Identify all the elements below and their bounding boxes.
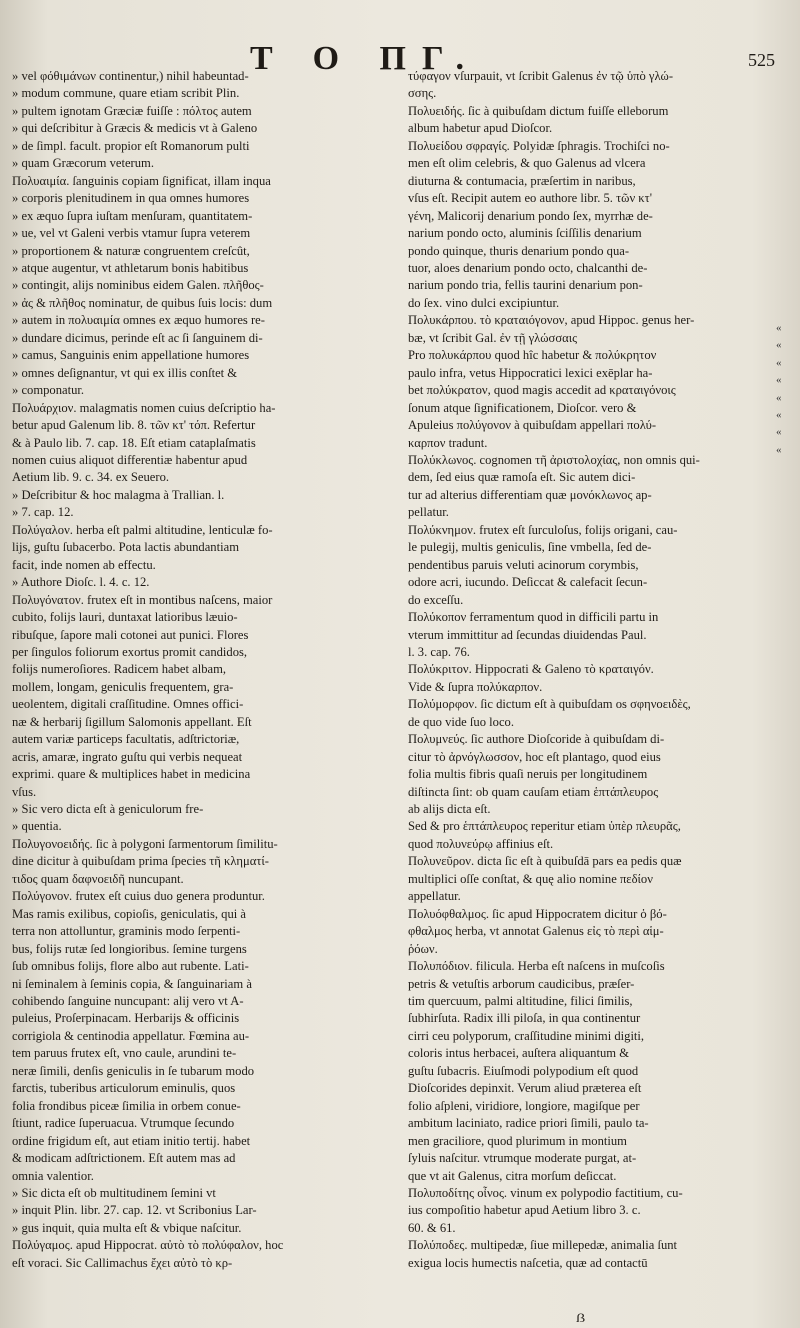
text-line: dine dicitur à quibuſdam prima ſpecies τῆ κληματί- xyxy=(12,854,269,869)
text-line: bet πολύκρατον, quod magis accedit ad κραταιγόνοις xyxy=(408,383,676,398)
text-line: diſtincta ſint: ob quam cauſam etiam ἑπτάπλευρος xyxy=(408,784,659,799)
text-line: terra non attolluntur, graminis modo ſerpenti- xyxy=(12,924,241,939)
text-line: tem paruus frutex eſt, vno caule, arundini te- xyxy=(12,1046,237,1061)
text-line: ſtiunt, radice ſuperuacua. Vtrumque ſecundo xyxy=(12,1116,235,1131)
text-line: folio aſpleni, viridiore, longiore, magiſque per xyxy=(408,1098,640,1113)
text-line: » Deſcribitur & hoc malagma à Trallian. l. xyxy=(12,487,225,502)
text-line: ni ſeminalem à ſeminis copia, & ſanguinariam à xyxy=(12,976,252,991)
text-line: σσης. xyxy=(408,86,437,101)
text-line: » camus, Sanguinis enim appellatione humores xyxy=(12,348,250,363)
text-line: » corporis plenitudinem in qua omnes humores xyxy=(12,191,250,206)
text-line: Πολυποδίτης οἶνος. vinum ex polypodio factitium, cu- xyxy=(408,1186,683,1200)
text-line: autem variæ particeps facultatis, adſtrictoriæ, xyxy=(12,732,240,747)
text-line: acris, amaræ, ingrato guſtu qui verbis nequeat xyxy=(12,749,243,764)
text-line: » proportionem & naturæ congruentem creſcût, xyxy=(12,243,250,258)
margin-mark: « xyxy=(776,339,782,352)
text-line: » de ſimpl. facult. propior eſt Romanorum pulti xyxy=(12,138,250,153)
text-line: » ἀς & πλῆθος nominatur, de quibus ſuis locis: dum xyxy=(12,295,273,310)
text-line: » gus inquit, quia multa eſt & vbique naſcitur. xyxy=(12,1220,242,1235)
text-line: » Sic vero dicta eſt à geniculorum fre- xyxy=(12,802,204,817)
signature-mark: ẞ xyxy=(576,1310,586,1325)
text-line: cubito, folijs lauri, duntaxat latioribus læuio- xyxy=(12,610,238,625)
text-line: Dioſcorides depinxit. Verum aliud præterea eſt xyxy=(408,1081,642,1096)
text-line: eſt voraci. Sic Callimachus ἔχει αὐτὸ τὸ κρ- xyxy=(12,1255,233,1270)
text-line: næ & herbarij ſigillum Salomonis appellant. Eſt xyxy=(12,714,252,729)
text-line: tur ad alterius differentiam quæ μονόκλωνος ap- xyxy=(408,487,652,502)
running-title: T O ΠΓ. xyxy=(250,40,480,77)
text-line: Πολύκλωνος. cognomen τῆ ἀριστολοχίας, non omnis qui- xyxy=(408,452,700,467)
text-line: Πολύγαλον. herba eſt palmi altitudine, lenticulæ fo- xyxy=(12,522,273,537)
text-line: Sed & pro ἑπτάπλευρος reperitur etiam ὑπὲρ πλευρᾶς, xyxy=(408,819,681,834)
text-line: ab alijs dicta eſt. xyxy=(408,802,491,817)
text-line: & à Paulo lib. 7. cap. 18. Eſt etiam cataplaſmatis xyxy=(12,435,256,450)
text-line: narium pondo tria, fellis taurini denarium pon- xyxy=(408,278,643,293)
text-line: corrigiola & centinodia appellatur. Fœmina au- xyxy=(12,1028,250,1043)
margin-mark: « xyxy=(776,426,782,439)
margin-mark: « xyxy=(776,356,782,369)
text-line: pellatur. xyxy=(408,505,449,520)
margin-mark: « xyxy=(776,391,782,404)
text-line: Πολυάρχιον. malagmatis nomen cuius deſcriptio ha- xyxy=(12,400,276,415)
margin-mark: « xyxy=(776,322,782,334)
text-line: Πολύκοπον ferramentum quod in difficili partu in xyxy=(408,610,659,625)
text-line: facit, inde nomen ab effectu. xyxy=(12,557,156,572)
right-column xyxy=(408,68,774,1272)
text-line: betur apud Galenum lib. 8. τῶν κτ' τόπ. Refertur xyxy=(12,418,256,433)
text-line: folijs numeroſiores. Radicem habet albam, xyxy=(12,662,227,677)
text-line: dem, ſed eius quæ ramoſa eſt. Sic autem dici- xyxy=(408,470,636,485)
text-line: folia frondibus piceæ ſimilia in orbem conue- xyxy=(12,1098,241,1113)
text-line: » dundare dicimus, perinde eſt ac ſi ſanguinem di- xyxy=(12,330,263,345)
text-line: paulo infra, vetus Hippocratici lexici exēplar ha- xyxy=(408,365,653,380)
text-line: Πολύκριτον. Hippocrati & Galeno τὸ κραταιγόν. xyxy=(408,662,654,677)
text-line: cirri ceu polyporum, craſſitudine minimi digiti, xyxy=(408,1028,645,1043)
text-line: γένη, Malicorij denarium pondo ſex, myrrhæ de- xyxy=(408,208,653,223)
text-line: » vel φόθιμάνων continentur,) nihil habeuntad- xyxy=(12,69,249,83)
text-line: » componatur. xyxy=(12,383,85,398)
text-line: ſub omnibus folijs, flore albo aut rubente. Lati- xyxy=(12,959,249,974)
text-line: Πολυπόδιον. filicula. Herba eſt naſcens in muſcoſis xyxy=(408,959,665,974)
text-line: vſus eſt. Recipit autem eo authore libr. 5. τῶν κτ' xyxy=(408,191,652,206)
page-number: 525 xyxy=(748,50,775,70)
text-line: τιδος quam δαφνοειδῆ nuncupant. xyxy=(12,871,184,886)
text-line: ſubhirſuta. Radix illi piloſa, in qua continentur xyxy=(408,1011,641,1026)
text-line: » 7. cap. 12. xyxy=(12,505,74,520)
text-line: diuturna & contumacia, præſertim in naribus, xyxy=(408,173,636,188)
text-line: puleius, Proſerpinacam. Herbarijs & officinis xyxy=(12,1011,240,1026)
text-line: de quo vide ſuo loco. xyxy=(408,714,514,729)
text-line: » modum commune, quare etiam scribit Plin. xyxy=(12,86,240,101)
text-line: omnia valentior. xyxy=(12,1168,94,1183)
text-line: le pulegij, multis geniculis, ſine vmbella, ſed de- xyxy=(408,540,652,555)
text-line: Πολυόφθαλμος. ſic apud Hippocratem dicitur ὁ βό- xyxy=(408,906,667,921)
text-line: » quentia. xyxy=(12,819,62,834)
text-line: Πολυνεῦρον. dicta ſic eſt à quibuſdā pars ea pedis quæ xyxy=(408,854,682,869)
text-line: vſus. xyxy=(12,784,37,799)
text-line: Πολύκνημον. frutex eſt ſurculoſus, folijs origani, cau- xyxy=(408,522,678,537)
text-line: φθαλμος herba, vt annotat Galenus εἰς τὸ περὶ αἱμ- xyxy=(408,924,664,939)
text-line: album habetur apud Dioſcor. xyxy=(408,121,553,136)
text-line: Πολύγαμος. apud Hippocrat. αὐτὸ τὸ πολύφαλον, hoc xyxy=(12,1238,284,1253)
text-line: » ex æquo ſupra iuſtam menſuram, quantitatem- xyxy=(12,208,253,223)
left-column xyxy=(12,68,394,1272)
text-line: Πολύμορφον. ſic dictum eſt à quibuſdam os σφηνοειδὲς, xyxy=(408,697,691,712)
text-line: mollem, longam, geniculis frequentem, gra- xyxy=(12,679,234,694)
text-line: & modicam adſtrictionem. Eſt autem mas ad xyxy=(12,1151,236,1166)
text-line: exigua locis humectis naſcetia, quæ ad contactū xyxy=(408,1255,648,1270)
text-line: petris & vetuſtis arborum caudicibus, præſer- xyxy=(408,976,635,991)
text-line: folia multis fibris quaſi neruis per longitudinem xyxy=(408,767,648,782)
text-line: Mas ramis exilibus, copioſis, geniculatis, qui à xyxy=(12,906,246,921)
text-line: » ue, vel vt Galeni verbis vtamur ſupra veterem xyxy=(12,226,251,241)
text-line: » inquit Plin. libr. 27. cap. 12. vt Scribonius Lar- xyxy=(12,1203,257,1218)
text-line: » omnes deſignantur, vt qui ex illis conſtet & xyxy=(12,365,238,380)
text-line: ſyluis naſcitur. vtrumque moderate purgat, at- xyxy=(408,1151,637,1166)
text-line: » quam Græcorum veterum. xyxy=(12,156,154,171)
text-line: καρπον tradunt. xyxy=(408,435,488,450)
text-line: do exceſſu. xyxy=(408,592,464,607)
text-line: » pultem ignotam Græciæ fuiſſe : πόλτος autem xyxy=(12,103,252,118)
text-line: do ſex. vino dulci excipiuntur. xyxy=(408,295,560,310)
text-line: τύφαγον vſurpauit, vt ſcribit Galenus ἐν τῷ ὑπὸ γλώ- xyxy=(408,69,674,83)
text-line: farctis, tuberibus articulorum eminulis, quos xyxy=(12,1081,236,1096)
text-line: Πολυγονοειδής. ſic à polygoni ſarmentorum ſimilitu- xyxy=(12,836,278,851)
text-line: ambitum laciniato, radice priori ſimili, paulo ta- xyxy=(408,1116,649,1131)
text-line: odore acri, iucundo. Deſiccat & calefacit ſecun- xyxy=(408,575,648,590)
text-line: » contingit, alijs nominibus eidem Galen. πλῆθος- xyxy=(12,278,264,293)
text-line: bæ, vt ſcribit Gal. ἐν τῇ γλώσσαις xyxy=(408,330,578,345)
text-line: Πολυαιμία. ſanguinis copiam ſignificat, illam inqua xyxy=(12,173,271,188)
text-line: guſtu ſubacris. Eiuſmodi polypodium eſt quod xyxy=(408,1063,639,1078)
text-line: Πολύγονον. frutex eſt cuius duo genera produntur. xyxy=(12,889,265,904)
text-line: ius compoſitio habetur apud Aetium libro 3. c. xyxy=(408,1203,641,1218)
text-line: » autem in πολυαιμία omnes ex æquo humores re- xyxy=(12,313,265,328)
text-line: neræ ſimili, denſis geniculis in ſe tubarum modo xyxy=(12,1063,255,1078)
text-line: lijs, guſtu ſubacerbo. Pota lactis abundantiam xyxy=(12,540,239,555)
text-line: pendentibus paruis veluti acinorum corymbis, xyxy=(408,557,639,572)
margin-marks xyxy=(776,320,798,459)
text-line: Πολύποδες. multipedæ, ſiue millepedæ, animalia ſunt xyxy=(408,1238,678,1253)
text-line: bus, folijs rutæ ſed longioribus. ſemine turgens xyxy=(12,941,247,956)
text-line: Aetium lib. 9. c. 34. ex Seuero. xyxy=(12,470,170,485)
text-line: ordine frigidum eſt, aut etiam initio tertij. habet xyxy=(12,1133,251,1148)
text-line: quod πολυνεύρῳ affinius eſt. xyxy=(408,836,554,851)
text-line: multiplici oſſe conſtat, & quę alio nomine πεδίον xyxy=(408,871,653,886)
margin-mark: « xyxy=(776,443,782,456)
text-line: l. 3. cap. 76. xyxy=(408,644,470,659)
text-line: men graciliore, quod plurimum in montium xyxy=(408,1133,627,1148)
text-line: Πολυγόνατον. frutex eſt in montibus naſcens, maior xyxy=(12,592,273,607)
text-line: ribuſque, ſapore mali cotonei aut punici. Flores xyxy=(12,627,249,642)
text-line: 60. & 61. xyxy=(408,1220,456,1235)
text-line: Apuleius πολύγονον à quibuſdam appellari πολύ- xyxy=(408,418,657,433)
text-line: tuor, aloes denarium pondo octo, chalcanthi de- xyxy=(408,260,648,275)
text-line: coloris intus herbacei, auſtera aliquantum & xyxy=(408,1046,630,1061)
text-line: Πολυείδου σφραγίς. Polyidæ ſphragis. Trochiſci no- xyxy=(408,138,670,153)
text-line: ueolentem, digitali craſſitudine. Omnes offici- xyxy=(12,697,244,712)
text-line: » Authore Dioſc. l. 4. c. 12. xyxy=(12,575,150,590)
text-line: » Sic dicta eſt ob multitudinem ſemini vt xyxy=(12,1186,216,1200)
text-line: cohibendo ſanguine nuncupant: alij vero vt A- xyxy=(12,994,244,1009)
text-line: ſonum atque ſignificationem, Dioſcor. vero & xyxy=(408,400,637,415)
text-line: que vt ait Galenus, citra morſum deſiccat. xyxy=(408,1168,617,1183)
text-line: Πολυειδής. ſic à quibuſdam dictum fuiſſe elleborum xyxy=(408,103,669,118)
text-line: » atque augentur, vt athletarum bonis habitibus xyxy=(12,260,249,275)
text-line: pondo quinque, thuris denarium pondo qua- xyxy=(408,243,630,258)
text-line: per ſingulos foliorum exortus promit candidos, xyxy=(12,644,248,659)
text-line: tim quercuum, palmi altitudine, filici ſimilis, xyxy=(408,994,633,1009)
text-line: ῥόων. xyxy=(408,941,438,956)
text-line: nomen cuius aliquot differentiæ habentur apud xyxy=(12,452,248,467)
margin-mark: « xyxy=(776,374,782,387)
text-line: Πολυμνεύς. ſic authore Dioſcoride à quibuſdam di- xyxy=(408,732,665,747)
text-line: narium pondo octo, aluminis ſciſſilis denarium xyxy=(408,226,642,241)
text-line: Πολυκάρπου. τὸ κραταιόγονον, apud Hippoc. genus her- xyxy=(408,313,695,328)
text-line: exprimi. quare & multiplices habet in medicina xyxy=(12,767,251,782)
text-line: » qui deſcribitur à Græcis & medicis vt à Galeno xyxy=(12,121,258,136)
text-line: vterum immittitur ad ſecundas diuidendas Paul. xyxy=(408,627,647,642)
margin-mark: « xyxy=(776,409,782,422)
text-line: Vide & ſupra πολύκαρπον. xyxy=(408,679,543,694)
text-line: men eſt olim celebris, & quo Galenus ad vlcera xyxy=(408,156,646,171)
text-line: Pro πολυκάρπου quod hîc habetur & πολύκρητον xyxy=(408,348,657,363)
text-line: appellatur. xyxy=(408,889,461,904)
text-line: citur τὸ ἀρνόγλωσσον, hoc eſt plantago, quod eius xyxy=(408,749,661,764)
